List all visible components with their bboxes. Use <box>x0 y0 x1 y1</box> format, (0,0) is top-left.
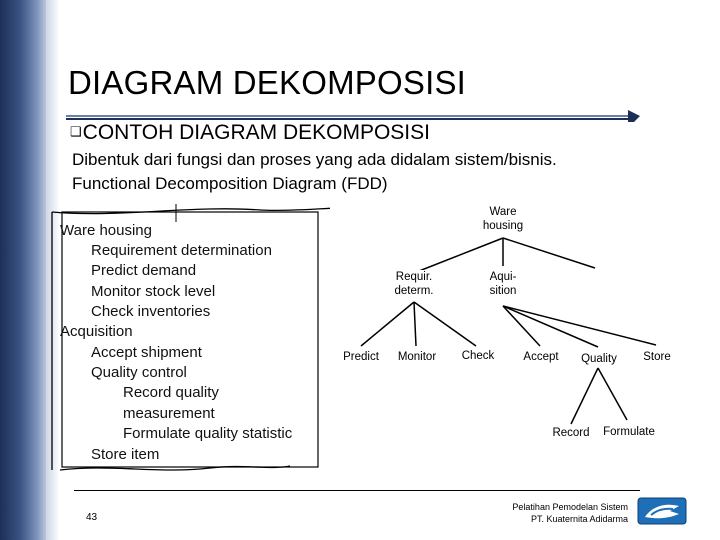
outline-item: Accept shipment <box>91 344 202 361</box>
tree-node-predict: Predict <box>338 350 384 364</box>
footer-line-1: Pelatihan Pemodelan Sistem <box>512 502 628 512</box>
company-logo-icon <box>637 497 687 525</box>
outline-item: Predict demand <box>91 262 197 279</box>
square-bullet-icon: ❑ <box>70 124 82 139</box>
tree-node-root <box>474 205 532 233</box>
tree-node-accept: Accept <box>518 350 564 364</box>
tree-node-label: Requir. determ. <box>382 270 446 298</box>
outline-item: Store item <box>91 446 160 463</box>
tree-node-store: Store <box>636 350 678 364</box>
tree-node-quality: Quality <box>576 352 622 366</box>
outline-item: Check inventories <box>91 303 211 320</box>
tree-node-check: Check <box>458 349 498 363</box>
outline-item: measurement <box>123 405 215 422</box>
tree-node-aquisition <box>478 270 528 298</box>
outline-item: Formulate quality statistic <box>123 425 293 442</box>
outline-item: Ware housing <box>60 222 152 239</box>
outline-item: Requirement determination <box>91 242 272 259</box>
bullet-text: CONTOH DIAGRAM DEKOMPOSISI <box>82 121 430 144</box>
footer-line-2: PT. Kuaternita Adidarma <box>530 514 628 524</box>
footer-divider <box>74 490 640 491</box>
footer-credit <box>512 501 628 525</box>
tree-node-requir <box>382 270 446 298</box>
outline-item: Quality control <box>91 364 187 381</box>
tree-node-label: Aqui- sition <box>478 270 528 298</box>
page-number: 43 <box>86 512 98 523</box>
paragraph-line-2: Functional Decomposition Diagram (FDD) <box>72 174 388 193</box>
tree-node-monitor: Monitor <box>394 350 440 364</box>
tree-node-record: Record <box>546 426 596 440</box>
outline-item: Monitor stock level <box>91 283 216 300</box>
slide-title: DIAGRAM DEKOMPOSISI <box>68 64 467 101</box>
paragraph-line-1: Dibentuk dari fungsi dan proses yang ada didalam sistem/bisnis. <box>72 150 557 169</box>
outline-item: Acquisition <box>60 323 133 340</box>
tree-node-label: Ware housing <box>482 206 524 232</box>
tree-node-formulate: Formulate <box>600 425 658 439</box>
outline-item: Record quality <box>123 384 219 401</box>
